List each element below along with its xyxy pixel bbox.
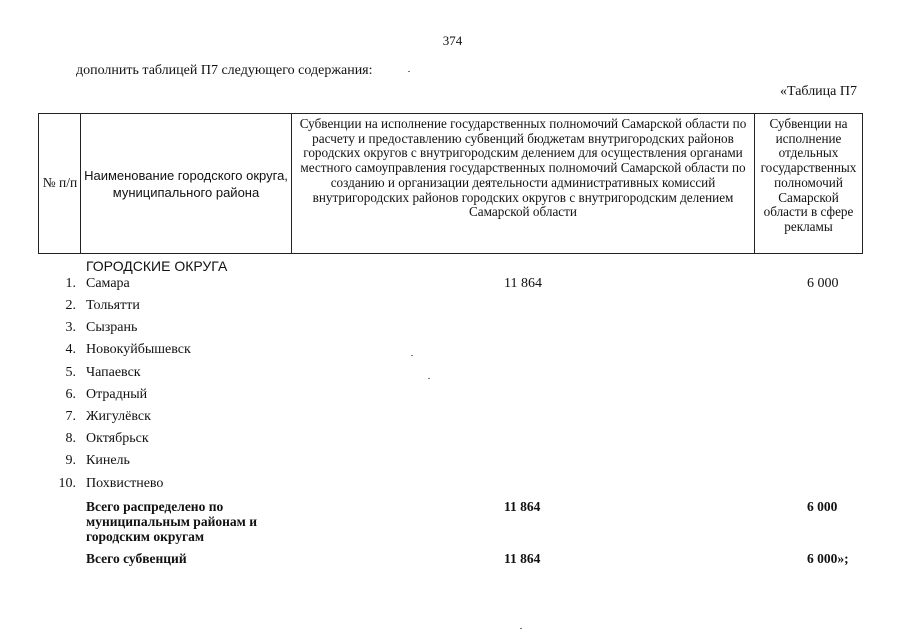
page-number: 374 [442, 33, 463, 48]
row-name: Кинель [86, 453, 130, 468]
table-row [0, 409, 905, 431]
row-name: Сызрань [86, 320, 138, 335]
table-row [0, 453, 905, 475]
scan-speck [520, 628, 522, 629]
table-row [0, 298, 905, 320]
row-name: Новокуйбышевск [86, 342, 191, 357]
row-number: 6. [65, 387, 76, 402]
intro-text: дополнить таблицей П7 следующего содержания: [76, 63, 373, 78]
table-label: «Таблица П7 [780, 84, 857, 99]
row-number: 5. [65, 365, 76, 380]
header-number: № п/п [42, 175, 78, 191]
row-name: Похвистнево [86, 476, 164, 491]
row-number: 7. [65, 409, 76, 424]
row-number: 1. [65, 276, 76, 291]
table-row [0, 476, 905, 498]
total-distributed-row [0, 499, 905, 547]
group-heading: ГОРОДСКИЕ ОКРУГА [86, 258, 228, 274]
header-subvention-admin: Субвенции на исполнение государственных полномочий Самарской области по расчету и предоставлению субвенций бюджетам внутригородских районов городских округов с внутригородским делением для осуществления органами местного самоуправления государственных полномочий Самарской области по созданию и организации деятельности административных комиссий внутригородских районов городских округов с внутригородским делением Самарской области [299, 116, 747, 220]
row-name: Чапаевск [86, 365, 141, 380]
row-name: Самара [86, 276, 130, 291]
row-value-admin: 11 864 [504, 276, 542, 291]
scan-speck [428, 378, 430, 379]
row-value-ads: 6 000 [807, 276, 839, 291]
scan-speck [411, 355, 413, 356]
table-row [0, 431, 905, 453]
total-label: Всего субвенций [86, 551, 187, 566]
row-number: 10. [58, 476, 76, 491]
row-name: Отрадный [86, 387, 148, 402]
row-number: 9. [65, 453, 76, 468]
total-ads: 6 000»; [807, 551, 849, 566]
row-number: 4. [65, 342, 76, 357]
table-header [38, 113, 863, 254]
table-row [0, 365, 905, 387]
total-admin: 11 864 [504, 551, 541, 566]
total-distributed-label: Всего распределено по муниципальным районам и городским округам [86, 499, 257, 544]
table-row [0, 342, 905, 364]
row-number: 2. [65, 298, 76, 313]
row-name: Жигулёвск [86, 409, 151, 424]
scan-speck [408, 71, 410, 72]
total-distributed-admin: 11 864 [504, 499, 541, 514]
row-number: 8. [65, 431, 76, 446]
total-distributed-ads: 6 000 [807, 499, 838, 514]
table-row [0, 276, 905, 298]
table-row [0, 387, 905, 409]
table-row [0, 320, 905, 342]
row-name: Тольятти [86, 298, 140, 313]
header-name: Наименование городского округа, муниципального района [84, 167, 288, 200]
row-name: Октябрьск [86, 431, 149, 446]
header-subvention-ads: Субвенции на исполнение отдельных государственных полномочий Самарской области в сфере рекламы [760, 116, 857, 234]
row-number: 3. [65, 320, 76, 335]
total-row [0, 551, 905, 573]
